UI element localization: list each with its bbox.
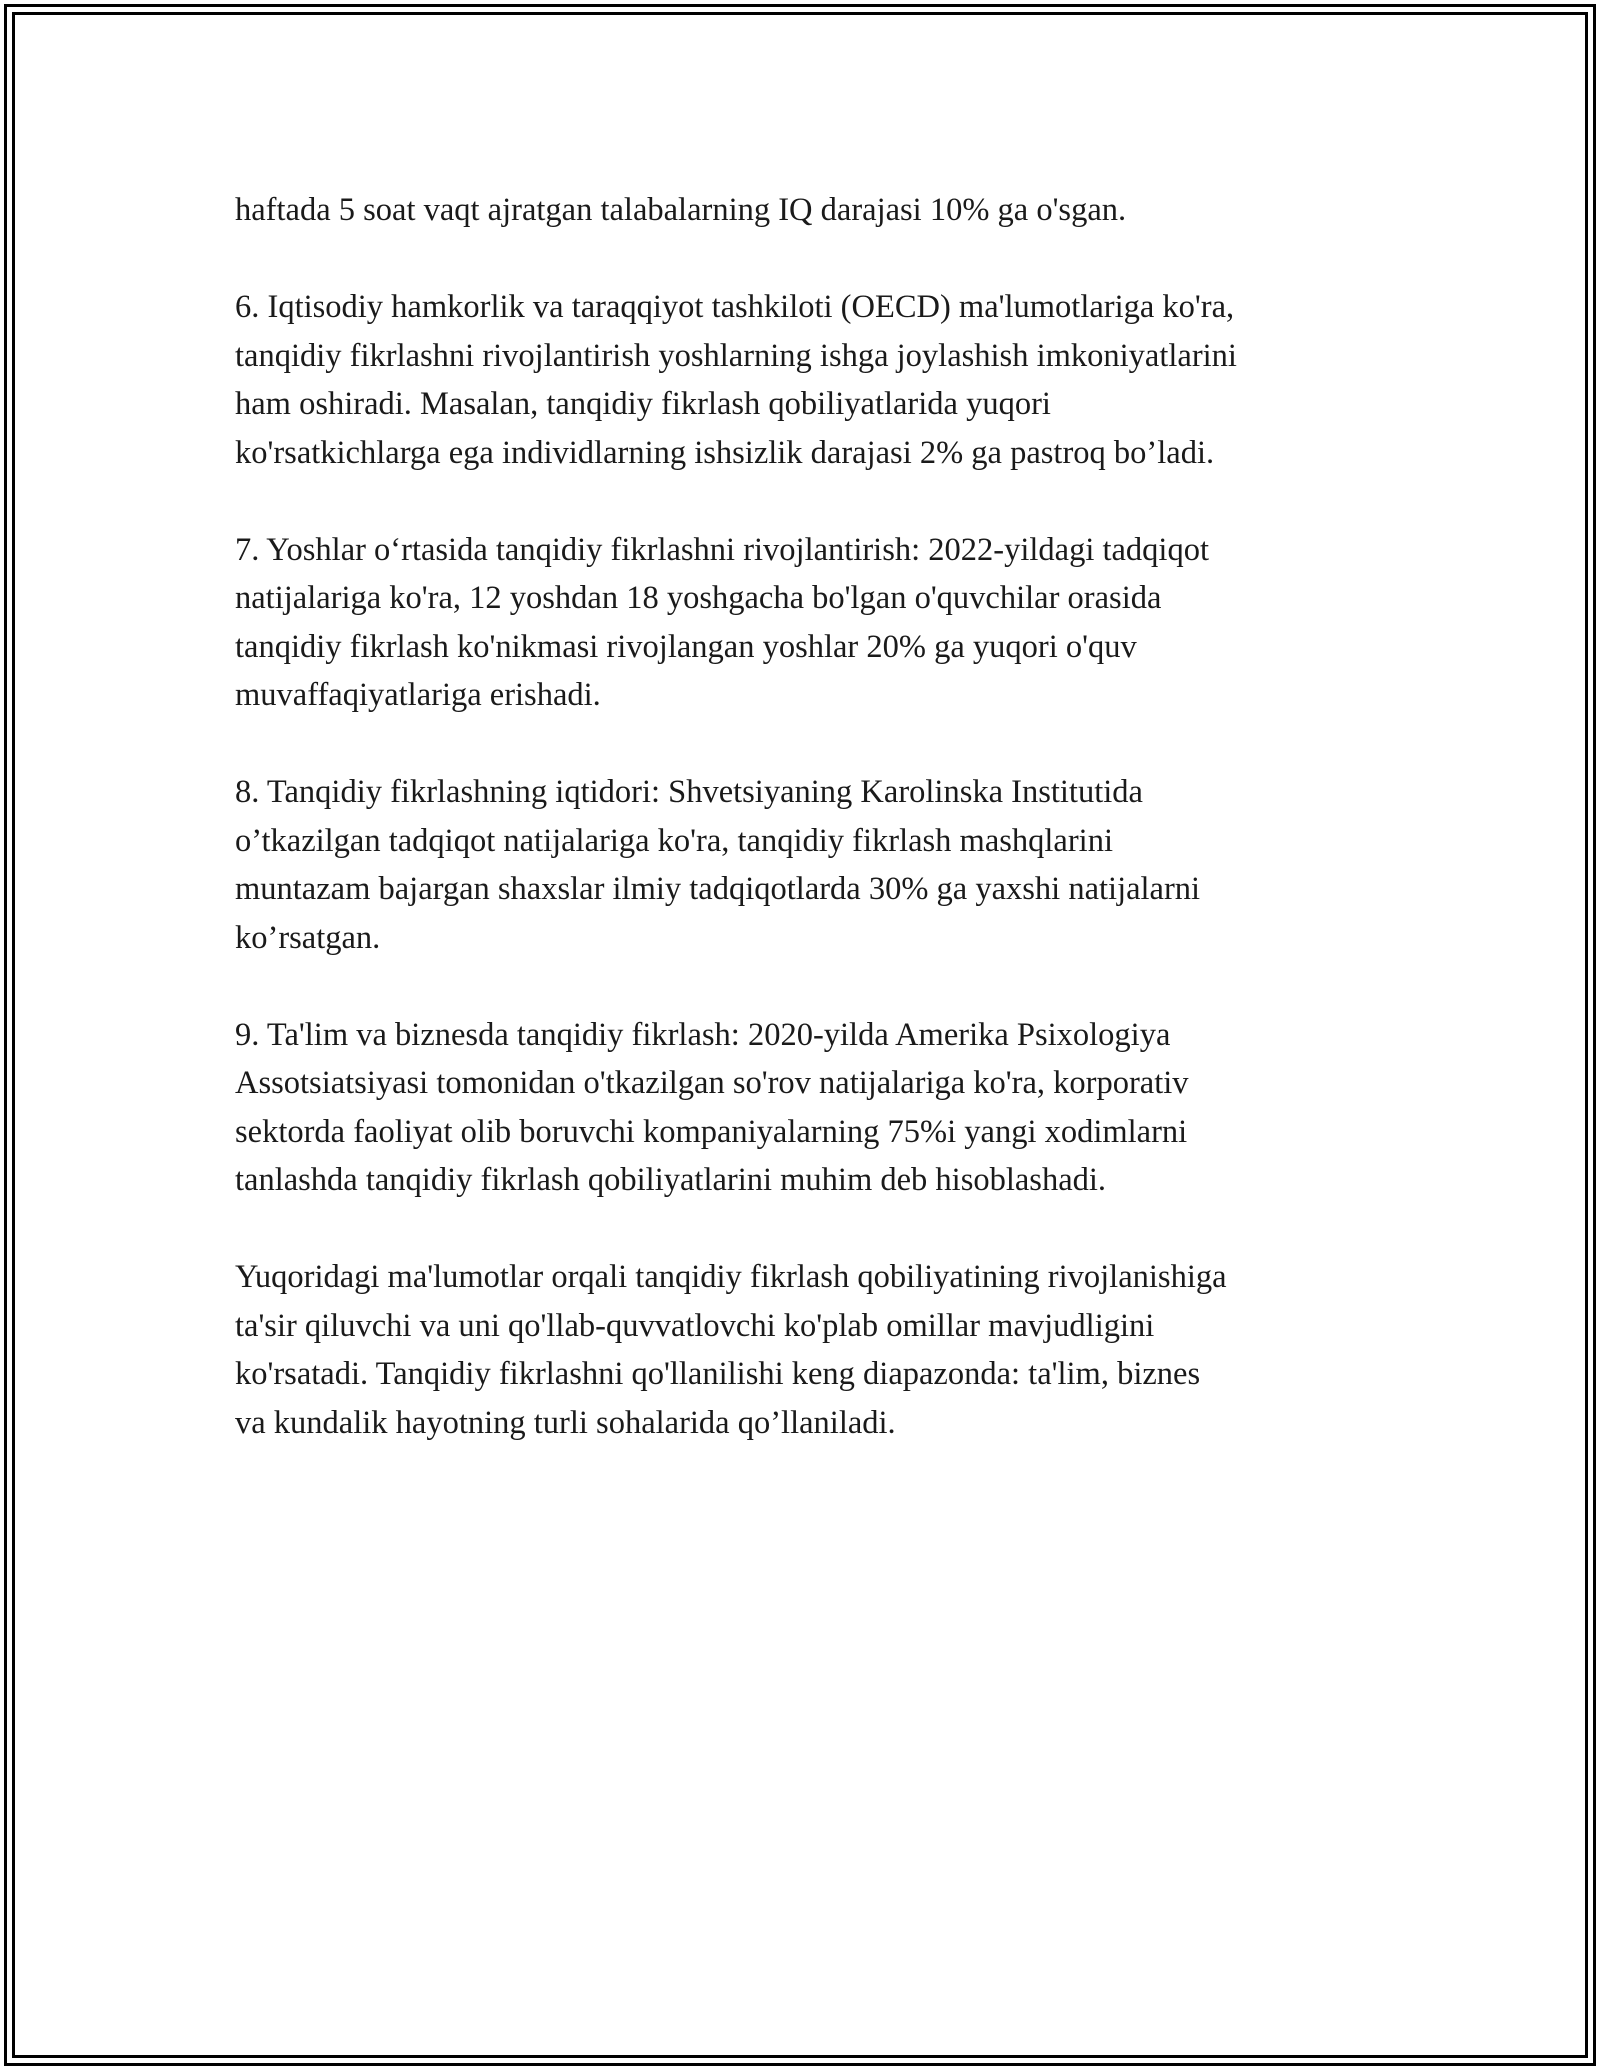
text-line: haftada 5 soat vaqt ajratgan talabalarning IQ darajasi 10% ga o'sgan. (235, 192, 1127, 228)
text-line: ham oshiradi. Masalan, tanqidiy fikrlash qobiliyatlarida yuqori (235, 386, 1051, 422)
paragraph-conclusion (235, 1253, 1395, 1447)
text-line: 9. Ta'lim va biznesda tanqidiy fikrlash: 2020-yilda Amerika Psixologiya (235, 1016, 1171, 1053)
text-line: o’tkazilgan tadqiqot natijalariga ko'ra, tanqidiy fikrlash mashqlarini (235, 822, 1113, 859)
paragraph-item-7 (235, 526, 1395, 720)
text-line: ko'rsatadi. Tanqidiy fikrlashni qo'llanilishi keng diapazonda: ta'lim, biznes (235, 1356, 1201, 1392)
text-line: va kundalik hayotning turli sohalarida qo’llaniladi. (235, 1404, 896, 1441)
paragraph-continuation (235, 186, 1395, 235)
text-line: tanlashda tanqidiy fikrlash qobiliyatlarini muhim deb hisoblashadi. (235, 1162, 1107, 1198)
text-line: muvaffaqiyatlariga erishadi. (235, 677, 601, 713)
text-line: 6. Iqtisodiy hamkorlik va taraqqiyot tashkiloti (OECD) ma'lumotlariga ko'ra, (235, 289, 1235, 325)
text-line: 8. Tanqidiy fikrlashning iqtidori: Shvetsiyaning Karolinska Institutida (235, 774, 1143, 810)
text-line: ko'rsatkichlarga ega individlarning ishsizlik darajasi 2% ga pastroq bo’ladi. (235, 434, 1215, 471)
document-body (235, 186, 1395, 1496)
text-line: ta'sir qiluvchi va uni qo'llab-quvvatlovchi ko'plab omillar mavjudligini (235, 1307, 1155, 1344)
text-line: 7. Yoshlar o‘rtasida tanqidiy fikrlashni rivojlantirish: 2022-yildagi tadqiqot (235, 531, 1209, 568)
text-line: tanqidiy fikrlash ko'nikmasi rivojlangan yoshlar 20% ga yuqori o'quv (235, 628, 1137, 665)
paragraph-item-8 (235, 768, 1395, 962)
text-line: ko’rsatgan. (235, 919, 381, 956)
text-line: tanqidiy fikrlashni rivojlantirish yoshlarning ishga joylashish imkoniyatlarini (235, 337, 1237, 374)
paragraph-item-6 (235, 283, 1395, 477)
text-line: Yuqoridagi ma'lumotlar orqali tanqidiy fikrlash qobiliyatining rivojlanishiga (235, 1259, 1227, 1295)
paragraph-item-9 (235, 1011, 1395, 1205)
text-line: natijalariga ko'ra, 12 yoshdan 18 yoshgacha bo'lgan o'quvchilar orasida (235, 580, 1162, 616)
text-line: Assotsiatsiyasi tomonidan o'tkazilgan so'rov natijalariga ko'ra, korporativ (235, 1065, 1189, 1101)
text-line: muntazam bajargan shaxslar ilmiy tadqiqotlarda 30% ga yaxshi natijalarni (235, 871, 1201, 907)
text-line: sektorda faoliyat olib boruvchi kompaniyalarning 75%i yangi xodimlarni (235, 1113, 1188, 1150)
